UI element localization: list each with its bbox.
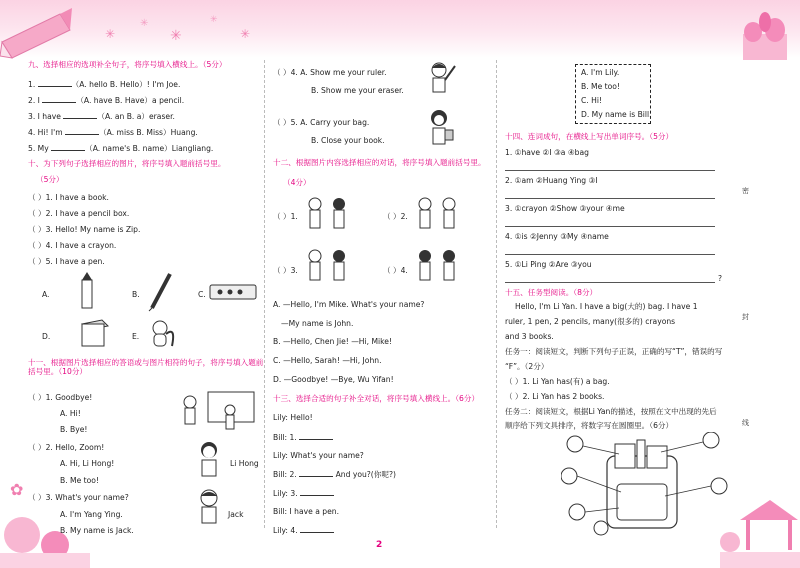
answer-blank[interactable]: [299, 432, 333, 440]
section-11-title: 十一、根据图片选择相应的答语或与图片相符的句子，将序号填入题前括号里。（10分）: [28, 358, 264, 377]
jack-name: Jack: [228, 510, 244, 519]
book-icon: [78, 316, 114, 348]
s10-item[interactable]: （ ）5. I have a pen.: [28, 257, 105, 266]
answer-line[interactable]: [505, 226, 715, 227]
order-circle[interactable]: [569, 504, 585, 520]
crayon-icon: [76, 272, 98, 312]
picture-label-a: A.: [42, 290, 50, 299]
jack-boy-picture: [194, 488, 224, 530]
page-number: 2: [376, 540, 383, 550]
s14-item: 2. ①am ②Huang Ying ③I: [505, 176, 598, 185]
question-mark: ?: [718, 274, 723, 283]
s14-item: 1. ①have ②I ③a ④bag: [505, 148, 589, 157]
s11-question[interactable]: （ ）5. A. Carry your bag.: [273, 118, 370, 127]
svg-text:✳: ✳: [170, 28, 182, 44]
s11-option: B. My name is Jack.: [60, 526, 134, 535]
section-15-title: 十五、任务型阅读。（8分）: [505, 288, 598, 297]
svg-text:✳: ✳: [210, 15, 218, 25]
kids-greeting-picture-3: [303, 248, 353, 288]
s13-line: Lily: 3.: [273, 488, 334, 498]
pencil-box-icon: [208, 282, 260, 302]
answer-line[interactable]: [505, 282, 715, 283]
s11-question[interactable]: （ ）4. A. Show me your ruler.: [273, 68, 387, 77]
s11-question[interactable]: （ ）2. Hello, Zoom!: [28, 443, 105, 452]
order-circle[interactable]: [567, 436, 583, 452]
kids-greeting-picture-4: [413, 248, 463, 288]
s9-item: 3. I have （A. an B. a）eraser.: [28, 112, 175, 121]
order-circle[interactable]: [711, 478, 727, 494]
s13-line: Bill: I have a pen.: [273, 507, 339, 516]
order-circle[interactable]: [561, 468, 577, 484]
answer-blank[interactable]: [38, 79, 72, 87]
pencil-decoration-icon: [0, 0, 110, 60]
svg-text:✳: ✳: [105, 27, 116, 41]
s12-slot[interactable]: （ ）4.: [383, 266, 408, 275]
s12-option: C. —Hello, Sarah! —Hi, John.: [273, 356, 382, 365]
s9-item: 1. （A. hello B. Hello）! I'm Joe.: [28, 80, 181, 89]
s14-item: 3. ①crayon ②Show ③your ④me: [505, 204, 625, 213]
answer-blank[interactable]: [63, 111, 97, 119]
s12-slot[interactable]: （ ）2.: [383, 212, 408, 221]
s13-line: Bill: 2. And you?(你呢?): [273, 470, 396, 479]
s10-item[interactable]: （ ）3. Hello! My name is Zip.: [28, 225, 141, 234]
s14-item: 4. ①is ②Jenny ③My ④name: [505, 232, 609, 241]
s15-judge[interactable]: （ ）1. Li Yan has(有) a bag.: [505, 377, 610, 386]
margin-label: 封: [742, 313, 749, 321]
s10-item[interactable]: （ ）1. I have a book.: [28, 193, 109, 202]
s15-judge[interactable]: （ ）2. Li Yan has 2 books.: [505, 392, 605, 401]
s15-passage-line: Hello, I'm Li Yan. I have a big(大的) bag. I have 1: [515, 302, 698, 311]
section-9-title: 九、选择相应的选项补全句子，将序号填入横线上。（5分）: [28, 60, 227, 69]
s14-item: 5. ①Li Ping ②Are ③you: [505, 260, 592, 269]
answer-line[interactable]: [505, 198, 715, 199]
svg-text:✳: ✳: [140, 18, 149, 29]
s13-box-option: C. Hi!: [581, 96, 602, 105]
zip-squirrel-icon: [146, 316, 176, 350]
s11-question[interactable]: （ ）1. Goodbye!: [28, 393, 93, 402]
castle-decoration-icon: [735, 10, 795, 60]
stars-decoration-icon: [100, 8, 270, 48]
s11-option: A. Hi, Li Hong!: [60, 459, 115, 468]
section-13-title: 十三、选择合适的句子补全对话，将序号填入横线上。（6分）: [273, 394, 480, 403]
answer-line[interactable]: [505, 254, 715, 255]
s13-box-option: A. I'm Lily.: [581, 68, 620, 77]
s13-line: Bill: 1.: [273, 432, 333, 442]
margin-label: 线: [742, 419, 749, 427]
s9-item: 2. I （A. have B. Have）a pencil.: [28, 96, 185, 105]
s15-passage-line: ruler, 1 pen, 2 pencils, many(很多的) crayons: [505, 317, 676, 326]
s13-box-option: B. Me too!: [581, 82, 620, 91]
boy-showing-ruler-picture: [425, 60, 457, 100]
s11-question[interactable]: （ ）3. What's your name?: [28, 493, 129, 502]
s12-slot[interactable]: （ ）1.: [273, 212, 298, 221]
s11-option: B. Bye!: [60, 425, 88, 434]
section-10-score: （5分）: [36, 175, 64, 184]
order-circle[interactable]: [594, 521, 608, 535]
gazebo-decoration-icon: [720, 480, 800, 568]
s15-task-2: 任务二：阅读短文，根据Li Yan的描述，按照在文中出现的先后: [505, 407, 717, 416]
order-circle[interactable]: [703, 432, 719, 448]
kids-greeting-picture-2: [413, 196, 463, 236]
s11-option: B. Show me your eraser.: [311, 86, 404, 95]
svg-text:✳: ✳: [240, 27, 251, 41]
girl-with-bag-picture: [425, 108, 457, 150]
answer-blank[interactable]: [42, 95, 76, 103]
picture-label-c: C.: [198, 290, 206, 299]
answer-blank[interactable]: [299, 469, 333, 477]
picture-label-d: D.: [42, 332, 51, 341]
section-12-score: （4分）: [283, 178, 311, 187]
column-divider: [264, 60, 265, 528]
s15-task-1: “F”。（2分）: [505, 362, 549, 371]
s12-option: A. —Hello, I'm Mike. What's your name?: [273, 300, 425, 309]
answer-blank[interactable]: [300, 488, 334, 496]
s12-slot[interactable]: （ ）3.: [273, 266, 298, 275]
section-12-title: 十二、根据图片内容选择相应的对话，将序号填入题前括号里。: [273, 158, 486, 167]
schoolbag-picture: [561, 432, 731, 536]
s9-item: 5. My （A. name's B. name）Liangliang.: [28, 144, 214, 153]
svg-text:✿: ✿: [10, 480, 24, 499]
answer-blank[interactable]: [65, 127, 99, 135]
s9-item: 4. Hi! I'm （A. miss B. Miss）Huang.: [28, 128, 198, 137]
section-10-title: 十、为下列句子选择相应的图片，将序号填入题前括号里。: [28, 159, 226, 168]
pen-icon: [146, 272, 176, 312]
s12-option: D. —Goodbye! —Bye, Wu Yifan!: [273, 375, 394, 384]
s11-option: A. Hi!: [60, 409, 81, 418]
s12-option: —My name is John.: [281, 319, 354, 328]
answer-blank[interactable]: [300, 525, 334, 533]
picture-label-b: B.: [132, 290, 140, 299]
li-hong-girl-picture: [194, 440, 224, 480]
s10-item[interactable]: （ ）2. I have a pencil box.: [28, 209, 130, 218]
s15-task-2: 顺序给下列文具排序，将数字写在圆圈里。（6分）: [505, 421, 674, 430]
section-14-title: 十四、连词成句，在横线上写出单词序号。（5分）: [505, 132, 674, 141]
s13-line: Lily: Hello!: [273, 413, 313, 422]
s13-line: Lily: What's your name?: [273, 451, 364, 460]
answer-blank[interactable]: [51, 143, 85, 151]
s11-option: A. I'm Yang Ying.: [60, 510, 123, 519]
s13-box-option: D. My name is Bill.: [581, 110, 652, 119]
kids-greeting-picture-1: [303, 196, 353, 236]
li-hong-name: Li Hong: [230, 459, 259, 468]
s15-task-1: 任务一：阅读短文，判断下列句子正误，正确的写“T”，错误的写: [505, 347, 723, 356]
classroom-goodbye-picture: [178, 386, 260, 436]
margin-label: 密: [742, 187, 749, 195]
s11-option: B. Close your book.: [311, 136, 385, 145]
s11-option: B. Me too!: [60, 476, 99, 485]
column-divider: [496, 60, 497, 528]
s13-line: Lily: 4.: [273, 525, 334, 535]
s10-item[interactable]: （ ）4. I have a crayon.: [28, 241, 117, 250]
s12-option: B. —Hello, Chen Jie! —Hi, Mike!: [273, 337, 392, 346]
picture-label-e: E.: [132, 332, 140, 341]
s15-passage-line: and 3 books.: [505, 332, 554, 341]
answer-line[interactable]: [505, 170, 715, 171]
